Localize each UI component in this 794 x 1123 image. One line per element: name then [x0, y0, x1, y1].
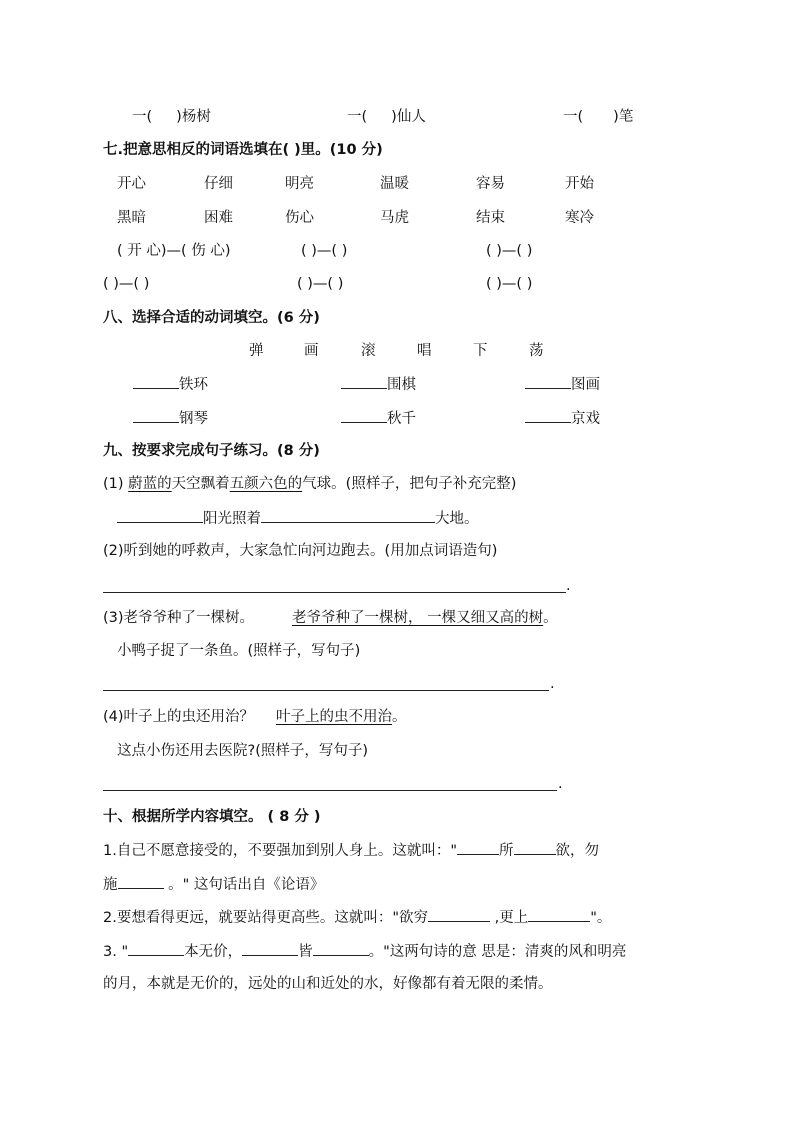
word: 困难 [204, 210, 233, 226]
question-2: (2)听到她的呼救声，大家急忙向河边跑去。(用加点词语造句) [103, 543, 498, 559]
section-10-title: 十、根据所学内容填空。 ( 8 分 ) [103, 809, 321, 825]
antonym-pair: ( )—( ) [103, 276, 150, 292]
fill-line-3: 2.要想看得更远，就要站得更高些。这就叫："欲穷 ,更上 "。 [103, 907, 611, 928]
antonym-example: ( 开 心)—( 伤 心) [117, 243, 231, 259]
question-3-prompt: 小鸭子捉了一条鱼。(照样子，写句子) [117, 643, 361, 659]
question-1: (1) 蔚蓝的天空飘着五颜六色的气球。(照样子，把句子补充完整) [103, 476, 517, 492]
word: 寒冷 [565, 210, 594, 226]
fill-line-5: 的月，本就是无价的，远处的山和近处的水，好像都有着无限的柔情。 [103, 976, 553, 992]
word: 伤心 [285, 210, 314, 226]
word: 黑暗 [117, 210, 146, 226]
verb-fill-item: 图画 [525, 374, 600, 395]
period: . [566, 578, 571, 594]
word: 明亮 [285, 176, 314, 192]
verb: 弹 [249, 343, 264, 359]
word: 温暖 [380, 176, 409, 192]
fill-line-1: 1.自己不愿意接受的，不要强加到别人身上。这就叫：" 所 欲，勿 [103, 840, 599, 861]
word: 开心 [117, 176, 146, 192]
antonym-pair: ( )—( ) [486, 243, 533, 259]
verb: 画 [304, 343, 319, 359]
section-8-title: 八、选择合适的动词填空。(6 分) [103, 310, 320, 326]
section-7-title: 七.把意思相反的词语选填在( )里。(10 分) [103, 142, 383, 158]
question-4: (4)叶子上的虫还用治？ 叶子上的虫不用治。 [103, 709, 407, 725]
verb: 荡 [529, 343, 544, 359]
verb-fill-item: 钢琴 [133, 408, 208, 429]
word: 仔细 [204, 176, 233, 192]
top-item-1: 一( )杨树 [132, 109, 211, 125]
top-item-3: 一( )笔 [563, 109, 634, 125]
answer-line [103, 790, 557, 791]
answer-line [103, 592, 566, 593]
word: 结束 [476, 210, 505, 226]
antonym-pair: ( )—( ) [297, 276, 344, 292]
answer-line [103, 690, 549, 691]
verb-fill-item: 京戏 [525, 408, 600, 429]
fill-line-4: 3. " 本无价， 皆 。"这两句诗的意 思是：清爽的风和明亮 [103, 941, 626, 962]
question-1-fill: 阳光照着 大地。 [117, 508, 479, 529]
period: . [558, 776, 563, 792]
period: . [550, 676, 555, 692]
fill-line-2: 施 。" 这句话出自《论语》 [103, 874, 324, 895]
verb-fill-item: 秋千 [341, 408, 416, 429]
verb: 唱 [417, 343, 432, 359]
verb: 滚 [361, 343, 376, 359]
word: 马虎 [380, 210, 409, 226]
verb-fill-item: 围棋 [341, 374, 416, 395]
antonym-pair: ( )—( ) [486, 276, 533, 292]
section-9-title: 九、按要求完成句子练习。(8 分) [103, 443, 320, 459]
question-4-prompt: 这点小伤还用去医院?(照样子，写句子) [117, 743, 369, 759]
verb-fill-item: 铁环 [133, 374, 208, 395]
verb: 下 [473, 343, 488, 359]
question-3: (3)老爷爷种了一棵树。 老爷爷种了一棵树， 一棵又细又高的树。 [103, 610, 558, 626]
word: 开始 [565, 176, 594, 192]
word: 容易 [476, 176, 505, 192]
antonym-pair: ( )—( ) [301, 243, 348, 259]
top-item-2: 一( )仙人 [347, 109, 426, 125]
